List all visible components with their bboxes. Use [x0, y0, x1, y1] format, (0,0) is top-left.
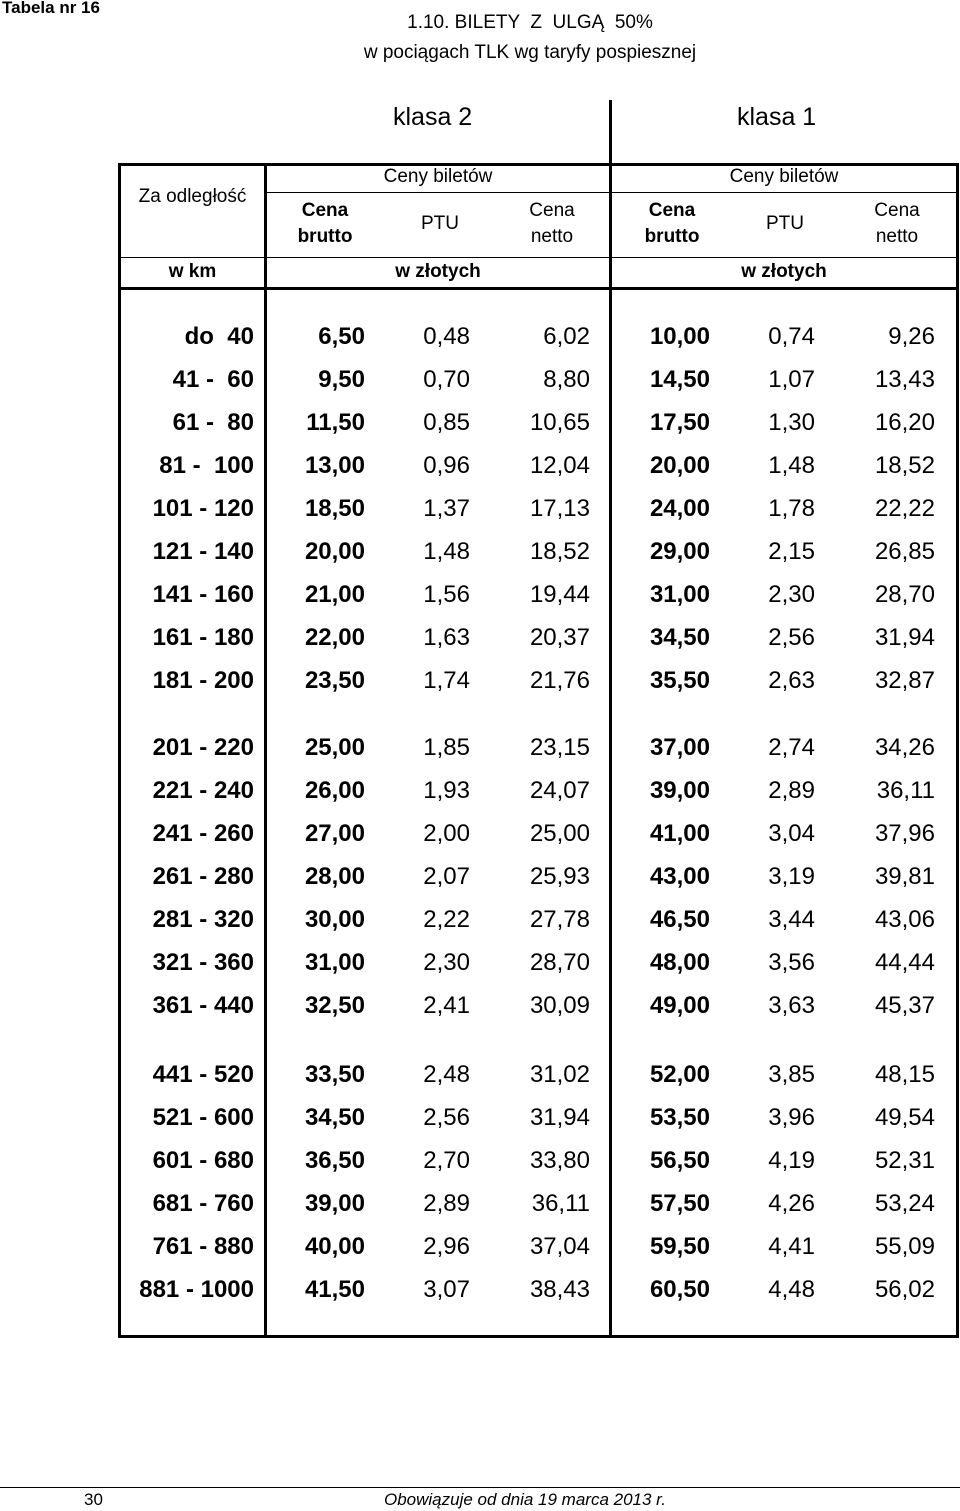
class2-vat-cell: 2,48: [423, 1061, 470, 1088]
class2-gross-cell: 34,50: [304, 1104, 365, 1131]
class1-vat-cell: 3,56: [768, 949, 815, 976]
class2-gross-cell: 40,00: [304, 1233, 365, 1260]
class1-net-cell: 43,06: [874, 906, 935, 933]
class2-gross-cell: 28,00: [304, 863, 365, 890]
class2-gross-cell: 23,50: [304, 667, 365, 694]
title-line-1: 1.10. BILETY Z ULGĄ 50%: [407, 12, 653, 33]
class1-vat-cell: 2,15: [768, 538, 815, 565]
class2-net-cell: 25,93: [529, 863, 590, 890]
class1-gross-cell: 14,50: [649, 366, 710, 393]
distance-cell: 141 - 160: [152, 581, 254, 608]
class1-net-cell: 52,31: [874, 1147, 935, 1174]
page-number: 30: [84, 1490, 103, 1509]
class2-vat-cell: 1,74: [423, 667, 470, 694]
class2-vat-cell: 1,85: [423, 734, 470, 761]
class2-gross-cell: 31,00: [304, 949, 365, 976]
class1-vat-cell: 4,19: [768, 1147, 815, 1174]
class1-net-cell: 31,94: [874, 624, 935, 651]
class2-vat-cell: 0,96: [423, 452, 470, 479]
class1-vat-cell: 4,41: [768, 1233, 815, 1260]
distance-cell: 521 - 600: [152, 1104, 254, 1131]
class2-net-cell: 21,76: [529, 667, 590, 694]
class1-gross-cell: 60,50: [649, 1276, 710, 1303]
class2-net-cell: 23,15: [529, 734, 590, 761]
class1-prices-header: Ceny biletów: [729, 166, 839, 187]
class2-gross-cell: 39,00: [304, 1190, 365, 1217]
header-line: [264, 192, 956, 193]
class1-net-cell: 34,26: [874, 734, 935, 761]
class2-vat-header: PTU: [421, 213, 459, 234]
class1-vat-cell: 0,74: [768, 323, 815, 350]
class1-gross-cell: 31,00: [649, 581, 710, 608]
class1-vat-cell: 1,30: [768, 409, 815, 436]
distance-cell: 881 - 1000: [139, 1276, 254, 1303]
class1-net-cell: 13,43: [874, 366, 935, 393]
class1-gross-cell: 17,50: [649, 409, 710, 436]
class1-vat-cell: 3,04: [768, 820, 815, 847]
class2-net-cell: 28,70: [529, 949, 590, 976]
table-right-border: [956, 163, 959, 1338]
class2-gross-cell: 33,50: [304, 1061, 365, 1088]
class2-net-cell: 17,13: [529, 495, 590, 522]
class1-vat-cell: 4,26: [768, 1190, 815, 1217]
class-2-heading: klasa 2: [393, 103, 473, 131]
class2-gross-cell: 25,00: [304, 734, 365, 761]
distance-cell: 761 - 880: [152, 1233, 254, 1260]
class2-vat-cell: 0,48: [423, 323, 470, 350]
class1-vat-cell: 2,74: [768, 734, 815, 761]
class1-net-cell: 22,22: [874, 495, 935, 522]
distance-cell: 601 - 680: [152, 1147, 254, 1174]
class1-vat-cell: 2,89: [768, 777, 815, 804]
header-bottom-border: [118, 287, 959, 290]
class1-net-cell: 55,09: [874, 1233, 935, 1260]
class1-vat-cell: 3,63: [768, 992, 815, 1019]
class2-vat-cell: 0,85: [423, 409, 470, 436]
class2-gross-header: Cena brutto: [297, 200, 353, 247]
class1-vat-cell: 2,63: [768, 667, 815, 694]
class1-vat-cell: 3,85: [768, 1061, 815, 1088]
class2-vat-cell: 2,30: [423, 949, 470, 976]
class1-vat-cell: 3,19: [768, 863, 815, 890]
class1-net-cell: 44,44: [874, 949, 935, 976]
class1-vat-cell: 3,44: [768, 906, 815, 933]
class1-net-cell: 37,96: [874, 820, 935, 847]
class1-currency-header: w złotych: [741, 261, 827, 282]
class2-vat-cell: 2,22: [423, 906, 470, 933]
class2-vat-cell: 3,07: [423, 1276, 470, 1303]
footer-rule: [0, 1487, 960, 1488]
class1-net-cell: 53,24: [874, 1190, 935, 1217]
class1-vat-cell: 1,48: [768, 452, 815, 479]
class1-net-cell: 56,02: [874, 1276, 935, 1303]
title-line-2: w pociągach TLK wg taryfy pospiesznej: [363, 42, 697, 63]
class2-net-cell: 38,43: [529, 1276, 590, 1303]
class2-net-cell: 36,11: [531, 1190, 590, 1217]
class1-net-cell: 26,85: [874, 538, 935, 565]
table-label: Tabela nr 16: [2, 0, 100, 17]
class2-vat-cell: 1,37: [423, 495, 470, 522]
distance-cell: 441 - 520: [152, 1061, 254, 1088]
distance-header: Za odległość: [138, 186, 247, 207]
distance-cell: 61 - 80: [172, 409, 254, 436]
class2-net-cell: 27,78: [529, 906, 590, 933]
class1-gross-cell: 29,00: [649, 538, 710, 565]
class1-gross-cell: 49,00: [649, 992, 710, 1019]
class1-vat-cell: 2,30: [768, 581, 815, 608]
class1-gross-cell: 59,50: [649, 1233, 710, 1260]
class1-gross-cell: 46,50: [649, 906, 710, 933]
class2-net-cell: 31,94: [529, 1104, 590, 1131]
class1-net-cell: 36,11: [876, 777, 935, 804]
class1-gross-cell: 41,00: [649, 820, 710, 847]
distance-cell: 201 - 220: [152, 734, 254, 761]
class2-vat-cell: 1,93: [423, 777, 470, 804]
class1-vat-cell: 2,56: [768, 624, 815, 651]
distance-cell: 101 - 120: [152, 495, 254, 522]
class2-net-header: Cena netto: [529, 200, 575, 247]
class1-vat-header: PTU: [766, 213, 804, 234]
class2-currency-header: w złotych: [395, 261, 481, 282]
class2-vat-cell: 1,48: [423, 538, 470, 565]
class2-gross-cell: 41,50: [304, 1276, 365, 1303]
class1-gross-cell: 34,50: [649, 624, 710, 651]
distance-cell: 181 - 200: [152, 667, 254, 694]
distance-cell: 241 - 260: [152, 820, 254, 847]
distance-cell: 281 - 320: [152, 906, 254, 933]
class1-net-cell: 32,87: [874, 667, 935, 694]
class1-net-cell: 28,70: [874, 581, 935, 608]
validity-note: Obowiązuje od dnia 19 marca 2013 r.: [384, 1490, 666, 1509]
class2-gross-cell: 11,50: [306, 409, 365, 436]
class1-vat-cell: 1,07: [768, 366, 815, 393]
class-1-heading: klasa 1: [737, 103, 817, 131]
class2-gross-cell: 18,50: [304, 495, 365, 522]
class1-gross-cell: 56,50: [649, 1147, 710, 1174]
class2-vat-cell: 1,63: [423, 624, 470, 651]
distance-cell: 41 - 60: [172, 366, 254, 393]
class2-net-cell: 6,02: [543, 323, 590, 350]
class2-net-cell: 12,04: [529, 452, 590, 479]
class1-net-cell: 45,37: [874, 992, 935, 1019]
class2-prices-header: Ceny biletów: [383, 166, 493, 187]
class2-net-cell: 18,52: [529, 538, 590, 565]
class1-gross-cell: 53,50: [649, 1104, 710, 1131]
class1-vat-cell: 1,78: [768, 495, 815, 522]
class2-net-cell: 37,04: [529, 1233, 590, 1260]
class2-gross-cell: 27,00: [304, 820, 365, 847]
distance-cell: 121 - 140: [152, 538, 254, 565]
class1-net-cell: 48,15: [874, 1061, 935, 1088]
class1-gross-cell: 35,50: [649, 667, 710, 694]
unit-km-header: w km: [168, 261, 217, 282]
class2-gross-cell: 30,00: [304, 906, 365, 933]
class1-gross-cell: 52,00: [649, 1061, 710, 1088]
class2-vat-cell: 2,89: [423, 1190, 470, 1217]
class1-gross-cell: 39,00: [649, 777, 710, 804]
class2-vat-cell: 2,00: [423, 820, 470, 847]
class1-vat-cell: 4,48: [768, 1276, 815, 1303]
class2-gross-cell: 36,50: [304, 1147, 365, 1174]
class2-gross-cell: 21,00: [304, 581, 365, 608]
class2-gross-cell: 20,00: [304, 538, 365, 565]
class1-vat-cell: 3,96: [768, 1104, 815, 1131]
class1-gross-cell: 24,00: [649, 495, 710, 522]
distance-cell: 681 - 760: [152, 1190, 254, 1217]
class2-gross-cell: 9,50: [318, 366, 365, 393]
class1-gross-cell: 10,00: [649, 323, 710, 350]
class1-net-cell: 18,52: [874, 452, 935, 479]
class1-gross-cell: 37,00: [649, 734, 710, 761]
table-bottom-border: [118, 1335, 959, 1338]
class2-vat-cell: 0,70: [423, 366, 470, 393]
distance-cell: do 40: [184, 323, 254, 350]
class1-net-cell: 16,20: [874, 409, 935, 436]
class2-gross-cell: 26,00: [304, 777, 365, 804]
class1-net-cell: 39,81: [874, 863, 935, 890]
class2-net-cell: 24,07: [529, 777, 590, 804]
distance-cell: 221 - 240: [152, 777, 254, 804]
class1-gross-cell: 57,50: [649, 1190, 710, 1217]
class2-vat-cell: 2,41: [423, 992, 470, 1019]
header-line: [118, 257, 959, 258]
distance-cell: 161 - 180: [152, 624, 254, 651]
class2-gross-cell: 32,50: [304, 992, 365, 1019]
distance-cell: 81 - 100: [159, 452, 254, 479]
class2-net-cell: 33,80: [529, 1147, 590, 1174]
class2-vat-cell: 2,96: [423, 1233, 470, 1260]
class2-vat-cell: 2,56: [423, 1104, 470, 1131]
class1-net-cell: 9,26: [888, 323, 935, 350]
class2-net-cell: 30,09: [529, 992, 590, 1019]
class2-net-cell: 25,00: [529, 820, 590, 847]
distance-cell: 361 - 440: [152, 992, 254, 1019]
class1-net-header: Cena netto: [874, 200, 920, 247]
class2-net-cell: 8,80: [543, 366, 590, 393]
class1-net-cell: 49,54: [874, 1104, 935, 1131]
class2-net-cell: 20,37: [529, 624, 590, 651]
class2-vat-cell: 2,70: [423, 1147, 470, 1174]
class1-gross-cell: 48,00: [649, 949, 710, 976]
distance-cell: 321 - 360: [152, 949, 254, 976]
distance-cell: 261 - 280: [152, 863, 254, 890]
class2-gross-cell: 13,00: [304, 452, 365, 479]
class2-gross-cell: 22,00: [304, 624, 365, 651]
class1-gross-cell: 20,00: [649, 452, 710, 479]
class2-net-cell: 31,02: [529, 1061, 590, 1088]
class2-vat-cell: 2,07: [423, 863, 470, 890]
class1-gross-header: Cena brutto: [644, 200, 700, 247]
class2-vat-cell: 1,56: [423, 581, 470, 608]
class2-net-cell: 19,44: [529, 581, 590, 608]
class1-gross-cell: 43,00: [649, 863, 710, 890]
class2-net-cell: 10,65: [529, 409, 590, 436]
class2-gross-cell: 6,50: [318, 323, 365, 350]
